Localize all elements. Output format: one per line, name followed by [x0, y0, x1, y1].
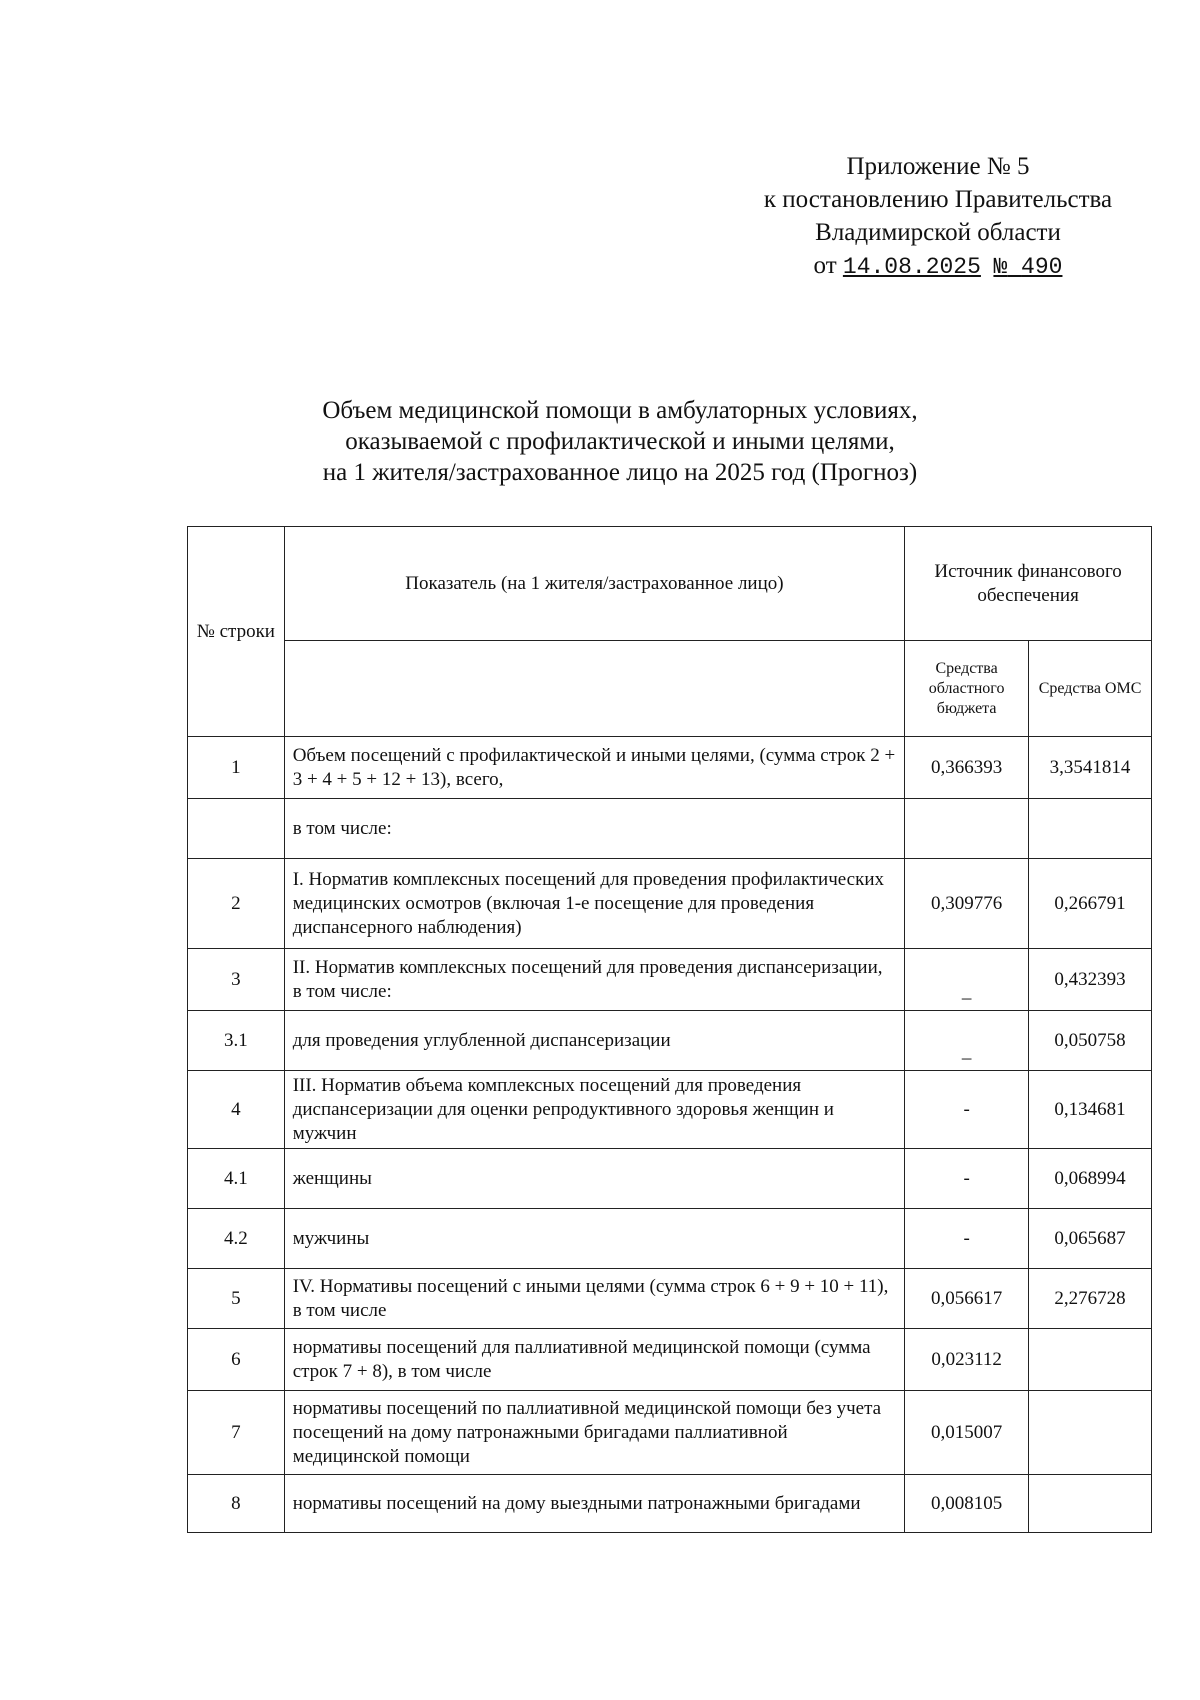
row-number-cell: 8 — [188, 1475, 285, 1533]
oms-cell — [1029, 1329, 1152, 1391]
indicator-cell: II. Норматив комплексных посещений для проведения диспансеризации, в том числе: — [284, 949, 905, 1011]
row-number-cell: 6 — [188, 1329, 285, 1391]
table-row — [188, 1329, 1152, 1391]
row-number-cell: 4.2 — [188, 1209, 285, 1269]
appendix-date-line — [728, 249, 1148, 284]
table-row — [188, 1391, 1152, 1475]
header-oms: Средства ОМС — [1029, 641, 1152, 737]
oms-cell — [1029, 1475, 1152, 1533]
table-header-row — [188, 527, 1152, 641]
indicator-cell: III. Норматив объема комплексных посещений для проведения диспансеризации для оценки репродуктивного здоровья женщин и мужчин — [284, 1071, 905, 1149]
title-line-1: Объем медицинской помощи в амбулаторных условиях, — [322, 397, 918, 424]
regional-budget-cell: 0,366393 — [905, 737, 1029, 799]
title-line-2: оказываемой с профилактической и иными целями, — [345, 428, 895, 455]
oms-cell: 0,068994 — [1029, 1149, 1152, 1209]
indicator-cell: для проведения углубленной диспансеризации — [284, 1011, 905, 1071]
regional-budget-cell: 0,056617 — [905, 1269, 1029, 1329]
row-number-cell: 1 — [188, 737, 285, 799]
document-title — [170, 395, 1070, 488]
row-number-cell: 5 — [188, 1269, 285, 1329]
regional-budget-cell: 0,008105 — [905, 1475, 1029, 1533]
oms-cell: 2,276728 — [1029, 1269, 1152, 1329]
regional-budget-cell: - — [905, 1209, 1029, 1269]
table-subheader-row — [188, 641, 1152, 737]
oms-cell: 0,050758 — [1029, 1011, 1152, 1071]
date-prefix: от — [813, 252, 837, 279]
indicator-cell: женщины — [284, 1149, 905, 1209]
subheader-empty — [284, 641, 905, 737]
oms-cell: 0,134681 — [1029, 1071, 1152, 1149]
indicator-cell: IV. Нормативы посещений с иными целями (сумма строк 6 + 9 + 10 + 11), в том числе — [284, 1269, 905, 1329]
indicator-cell: нормативы посещений на дому выездными патронажными бригадами — [284, 1475, 905, 1533]
regional-budget-cell: - — [905, 1149, 1029, 1209]
oms-cell: 0,065687 — [1029, 1209, 1152, 1269]
row-number-cell: 7 — [188, 1391, 285, 1475]
appendix-block — [728, 150, 1148, 284]
appendix-region: Владимирской области — [815, 219, 1061, 246]
table-row — [188, 1071, 1152, 1149]
resolution-number: 490 — [1021, 254, 1063, 280]
row-number-cell: 2 — [188, 859, 285, 949]
indicator-cell: в том числе: — [284, 799, 905, 859]
row-number-cell: 3 — [188, 949, 285, 1011]
oms-cell: 3,3541814 — [1029, 737, 1152, 799]
oms-cell: 0,432393 — [1029, 949, 1152, 1011]
row-number-cell: 4.1 — [188, 1149, 285, 1209]
row-number-cell: 4 — [188, 1071, 285, 1149]
table-row — [188, 859, 1152, 949]
oms-cell — [1029, 799, 1152, 859]
regional-budget-cell: 0,015007 — [905, 1391, 1029, 1475]
table-body — [188, 737, 1152, 1533]
header-regional-budget: Средства областного бюджета — [905, 641, 1029, 737]
table-row — [188, 1149, 1152, 1209]
header-source: Источник финансового обеспечения — [905, 527, 1152, 641]
oms-cell: 0,266791 — [1029, 859, 1152, 949]
regional-budget-cell: 0,023112 — [905, 1329, 1029, 1391]
table-row — [188, 1209, 1152, 1269]
regional-budget-cell: 0,309776 — [905, 859, 1029, 949]
row-number-cell: 3.1 — [188, 1011, 285, 1071]
resolution-date: 14.08.2025 — [842, 254, 981, 280]
appendix-resolution: к постановлению Правительства — [763, 186, 1113, 213]
regional-budget-cell: _ — [905, 1011, 1029, 1071]
indicator-cell: I. Норматив комплексных посещений для проведения профилактических медицинских осмотров (включая 1-е посещение для проведения диспансерного наблюдения) — [284, 859, 905, 949]
regional-budget-cell: _ — [905, 949, 1029, 1011]
table-row — [188, 1475, 1152, 1533]
number-sign: № — [993, 254, 1008, 280]
table-row — [188, 949, 1152, 1011]
table-row — [188, 1269, 1152, 1329]
table-row — [188, 1011, 1152, 1071]
indicator-cell: Объем посещений с профилактической и иными целями, (сумма строк 2 + 3 + 4 + 5 + 12 + 13), всего, — [284, 737, 905, 799]
regional-budget-cell — [905, 799, 1029, 859]
table-row — [188, 799, 1152, 859]
row-number-cell — [188, 799, 285, 859]
header-indicator: Показатель (на 1 жителя/застрахованное лицо) — [284, 527, 905, 641]
appendix-number: Приложение № 5 — [846, 153, 1030, 180]
header-row-no: № строки — [188, 527, 285, 737]
indicator-cell: нормативы посещений по паллиативной медицинской помощи без учета посещений на дому патронажными бригадами паллиативной медицинской помощи — [284, 1391, 905, 1475]
oms-cell — [1029, 1391, 1152, 1475]
regional-budget-cell: - — [905, 1071, 1029, 1149]
indicator-cell: мужчины — [284, 1209, 905, 1269]
indicator-cell: нормативы посещений для паллиативной медицинской помощи (сумма строк 7 + 8), в том числе — [284, 1329, 905, 1391]
title-line-3: на 1 жителя/застрахованное лицо на 2025 год (Прогноз) — [322, 459, 918, 486]
volume-table — [187, 526, 1152, 1533]
table-row — [188, 737, 1152, 799]
